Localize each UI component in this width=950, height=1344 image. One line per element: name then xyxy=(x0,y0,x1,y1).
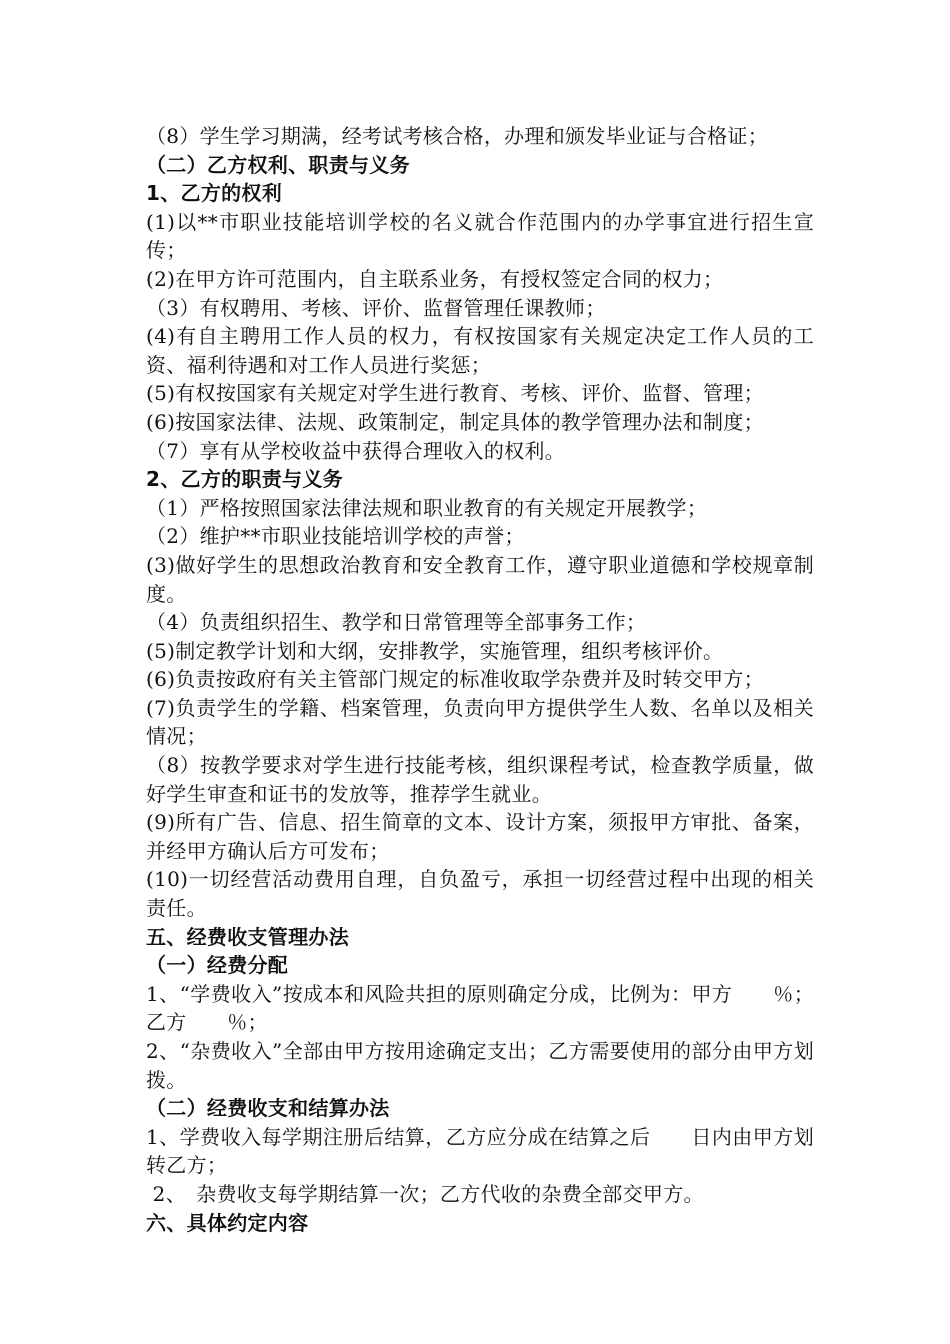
paragraph: (5)制定教学计划和大纲，安排教学，实施管理，组织考核评价。 xyxy=(146,638,724,663)
paragraph: （8）学生学习期满，经考试考核合格，办理和颁发毕业证与合格证； xyxy=(146,124,769,148)
paragraph: (9)所有广告、信息、招生简章的文本、设计方案，须报甲方审批、备案，并经甲方确认后方可发布； xyxy=(146,810,814,863)
paragraph: (5)有权按国家有关规定对学生进行教育、考核、评价、监督、管理； xyxy=(146,381,764,406)
paragraph: （2）维护**市职业技能培训学校的声誉； xyxy=(146,524,525,549)
paragraph: (1)以**市职业技能培训学校的名义就合作范围内的办学事宜进行招生宣传； xyxy=(146,209,814,263)
section-heading: （二）乙方权利、职责与义务 xyxy=(146,152,410,177)
paragraph: (10)一切经营活动费用自理，自负盈亏，承担一切经营过程中出现的相关责任。 xyxy=(146,867,814,921)
section-heading: 2、乙方的职责与义务 xyxy=(146,467,343,492)
section-heading: 五、经费收支管理办法 xyxy=(146,924,349,949)
paragraph: （1）严格按照国家法律法规和职业教育的有关规定开展教学； xyxy=(146,495,708,520)
paragraph: (7)负责学生的学籍、档案管理，负责向甲方提供学生人数、名单以及相关情况； xyxy=(146,695,814,749)
paragraph: (2)在甲方许可范围内，自主联系业务，有授权签定合同的权力； xyxy=(146,266,724,291)
paragraph: (4)有自主聘用工作人员的权力，有权按国家有关规定决定工作人员的工资、福利待遇和对工作人员进行奖惩； xyxy=(146,324,814,377)
section-heading: （二）经费收支和结算办法 xyxy=(146,1096,390,1121)
section-heading: （一）经费分配 xyxy=(146,953,289,978)
section-heading: 1、乙方的权利 xyxy=(146,181,283,206)
paragraph: 1、“学费收入”按成本和风险共担的原则确定分成，比例为：甲方 ％；乙方 ％； xyxy=(146,981,814,1035)
paragraph: 2、“杂费收入”全部由甲方按用途确定支出；乙方需要使用的部分由甲方划拨。 xyxy=(146,1039,814,1092)
paragraph: 1、学费收入每学期注册后结算，乙方应分成在结算之后 日内由甲方划转乙方； xyxy=(146,1124,814,1178)
paragraph: (6)负责按政府有关主管部门规定的标准收取学杂费并及时转交甲方； xyxy=(146,667,764,692)
paragraph: (3)做好学生的思想政治教育和安全教育工作，遵守职业道德和学校规章制度。 xyxy=(146,552,814,606)
paragraph: (6)按国家法律、法规、政策制定，制定具体的教学管理办法和制度； xyxy=(146,409,764,434)
document-page xyxy=(146,122,814,1237)
paragraph: （7）享有从学校收益中获得合理收入的权利。 xyxy=(146,438,566,463)
section-heading: 六、具体约定内容 xyxy=(146,1210,309,1235)
paragraph: 2、 杂费收支每学期结算一次；乙方代收的杂费全部交甲方。 xyxy=(146,1181,704,1206)
paragraph: （4）负责组织招生、教学和日常管理等全部事务工作； xyxy=(146,610,647,635)
paragraph: （8）按教学要求对学生进行技能考核，组织课程考试，检查教学质量，做好学生审查和证书的发放等，推荐学生就业。 xyxy=(146,753,814,806)
paragraph: （3）有权聘用、考核、评价、监督管理任课教师； xyxy=(146,295,606,320)
